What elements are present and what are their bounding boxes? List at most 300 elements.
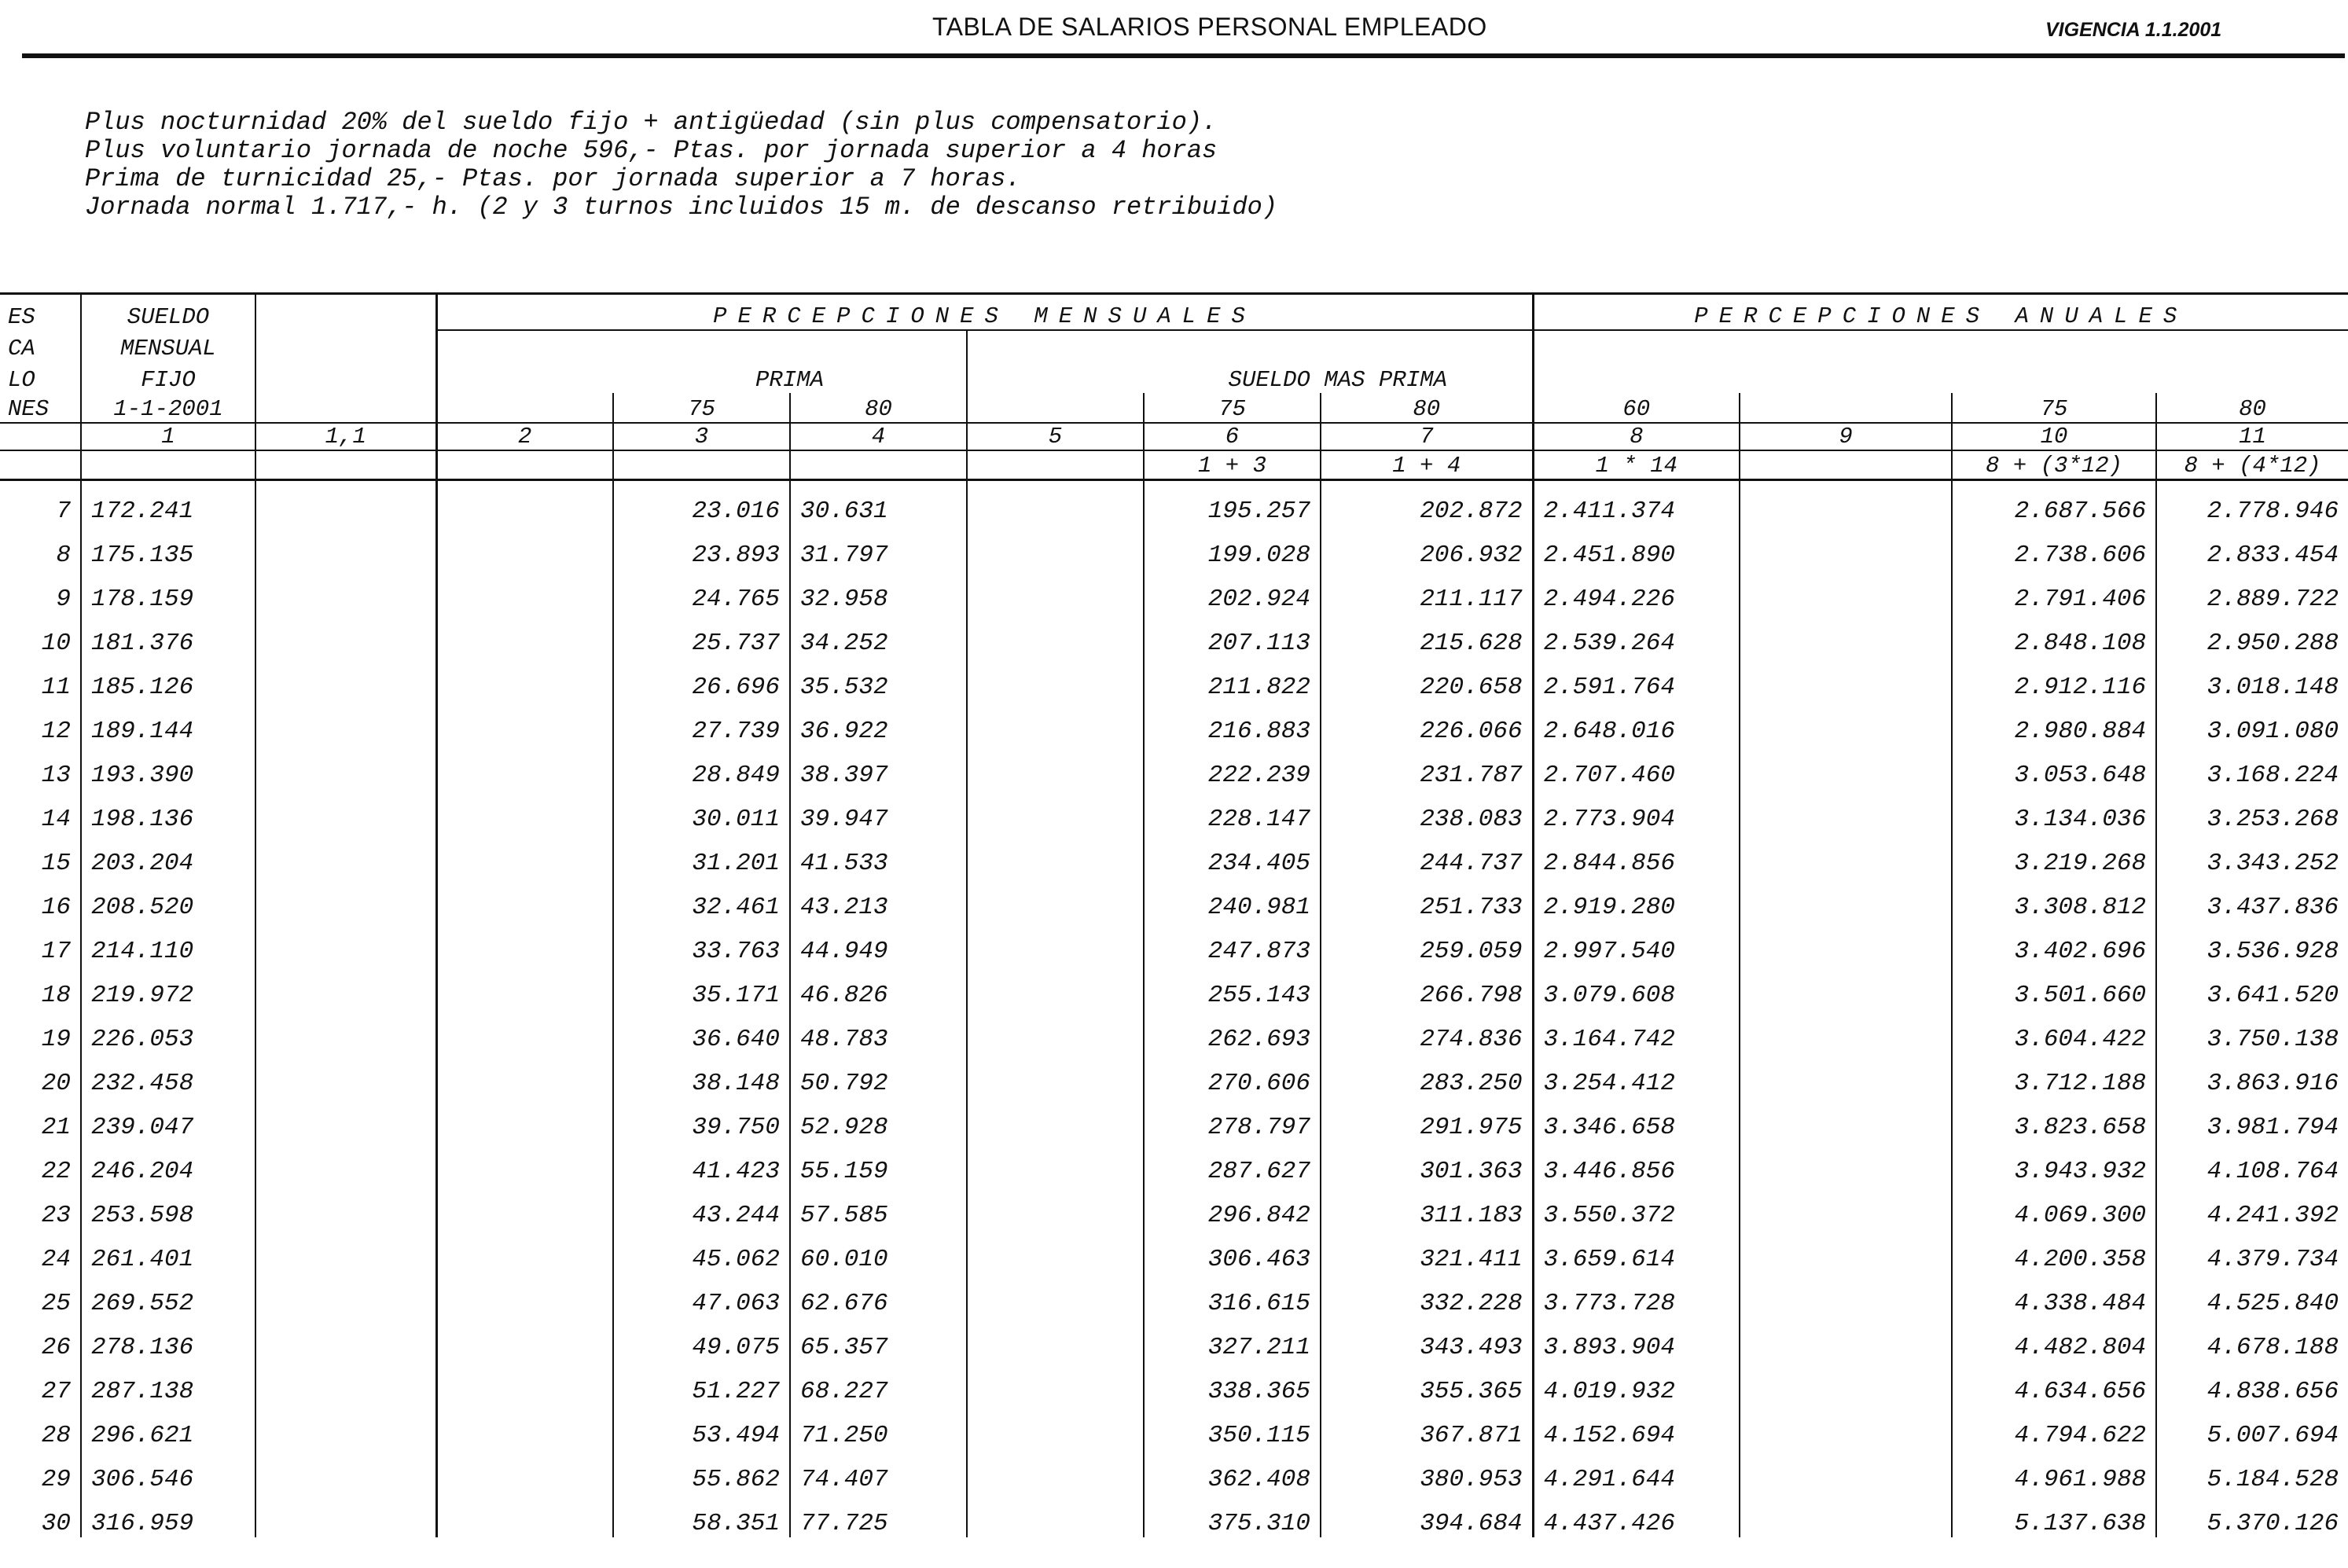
anual-80-cell [2156,1229,2348,1273]
anual-75-cell-value: 3.308.812 [2014,894,2147,921]
prima-75-cell-value: 26.696 [692,674,780,701]
anual-75-cell [1952,1141,2156,1185]
col-number [0,423,81,450]
formula-cell [0,450,81,480]
level-cell [0,745,81,789]
level-cell-value: 20 [41,1070,71,1097]
blank-header-cell [1740,393,1952,423]
anual-60-cell [1533,1317,1740,1361]
prima-80-cell [790,1185,967,1229]
prima-80-cell [790,1361,967,1405]
prima-80-cell-value: 31.797 [800,542,888,569]
anual-60-cell-value: 2.919.280 [1543,894,1675,921]
table-row [0,657,2348,701]
anual-80-cell [2156,1097,2348,1141]
anual-75-cell [1952,657,2156,701]
sueldo-prima-75-cell [1144,1317,1321,1361]
level-cell [0,569,81,613]
prima-80-cell [790,1009,967,1053]
empty-cell [255,1229,436,1273]
empty-cell [1740,1009,1952,1053]
prima-75-cell-value: 25.737 [692,630,780,657]
anual-80-cell [2156,1009,2348,1053]
level-header-line: ES [0,294,81,330]
sueldo-cell [81,745,255,789]
empty-cell [255,1361,436,1405]
empty-cell [255,1185,436,1229]
blank-header-cell [613,330,967,362]
prima-80-cell [790,569,967,613]
sueldo-prima-75-cell [1144,1405,1321,1449]
sueldo-prima-80-cell [1321,1449,1533,1493]
pct-header-sueldo-75: 75 [1144,393,1321,423]
sueldo-prima-80-cell-value: 231.787 [1420,762,1523,789]
sueldo-cell [81,569,255,613]
prima-75-cell [613,701,790,745]
empty-cell [255,833,436,877]
anual-60-cell [1533,877,1740,921]
empty-cell [967,1141,1144,1185]
sueldo-cell [81,921,255,965]
anual-60-cell-value: 3.893.904 [1543,1334,1675,1361]
blank-header-cell [436,393,613,423]
sueldo-prima-75-cell-value: 306.463 [1207,1246,1310,1273]
prima-75-cell [613,789,790,833]
pct-header-prima-80: 80 [790,393,967,423]
sueldo-prima-75-cell-value: 262.693 [1207,1026,1310,1053]
prima-75-cell [613,1405,790,1449]
anual-80-cell [2156,965,2348,1009]
anual-75-cell-value: 2.848.108 [2014,630,2147,657]
anual-60-cell [1533,657,1740,701]
prima-80-cell-value: 36.922 [800,718,888,745]
empty-cell [436,921,613,965]
prima-80-cell [790,745,967,789]
table-row [0,1361,2348,1405]
anual-60-cell-value: 4.291.644 [1543,1466,1675,1493]
anual-75-cell-value: 5.137.638 [2014,1510,2147,1537]
formula-cell [790,450,967,480]
sueldo-cell [81,789,255,833]
empty-cell [1740,1185,1952,1229]
table-row [0,525,2348,569]
sueldo-prima-80-cell [1321,701,1533,745]
level-cell [0,965,81,1009]
anual-75-cell [1952,833,2156,877]
anual-75-cell [1952,745,2156,789]
sueldo-prima-75-cell-value: 327.211 [1207,1334,1310,1361]
sueldo-cell-value: 253.598 [91,1202,194,1229]
sueldo-cell [81,1185,255,1229]
sueldo-prima-75-cell [1144,1053,1321,1097]
empty-cell [436,1361,613,1405]
prima-80-cell-value: 44.949 [800,938,888,965]
prima-75-cell-value: 53.494 [692,1422,780,1449]
anual-60-cell-value: 2.844.856 [1543,850,1675,877]
blank-header-cell [255,294,436,330]
sueldo-prima-75-cell [1144,789,1321,833]
anual-80-cell-value: 3.750.138 [2207,1026,2339,1053]
table-row [0,1317,2348,1361]
sueldo-prima-75-cell-value: 234.405 [1207,850,1310,877]
prima-75-cell [613,525,790,569]
anual-60-cell [1533,1185,1740,1229]
blank-header-cell [255,362,436,393]
sueldo-prima-80-cell-value: 301.363 [1420,1158,1523,1185]
empty-cell [967,569,1144,613]
pct-header-anual-80: 80 [2156,393,2348,423]
level-cell [0,613,81,657]
level-cell [0,877,81,921]
col-number: 6 [1144,423,1321,450]
table-row [0,1009,2348,1053]
empty-cell [967,965,1144,1009]
sueldo-cell-value: 226.053 [91,1026,194,1053]
sueldo-prima-75-cell [1144,833,1321,877]
empty-cell [436,789,613,833]
note-line: Plus nocturnidad 20% del sueldo fijo + antigüedad (sin plus compensatorio). [85,108,1218,137]
sueldo-cell-value: 208.520 [91,894,194,921]
empty-cell [967,1185,1144,1229]
sueldo-prima-75-cell [1144,1449,1321,1493]
anual-80-cell-value: 2.833.454 [2207,542,2339,569]
anual-60-cell-value: 2.411.374 [1543,498,1675,525]
anual-80-cell-value: 3.641.520 [2207,982,2339,1009]
sueldo-prima-80-cell-value: 220.658 [1420,674,1523,701]
empty-cell [255,613,436,657]
anual-80-cell-value: 3.168.224 [2207,762,2339,789]
table-row [0,1053,2348,1097]
level-cell-value: 15 [41,850,71,877]
prima-75-cell-value: 39.750 [692,1114,780,1141]
anual-75-cell-value: 4.338.484 [2014,1290,2147,1317]
sueldo-prima-80-cell [1321,1097,1533,1141]
table-row [0,1405,2348,1449]
sueldo-cell-value: 232.458 [91,1070,194,1097]
sueldo-cell [81,613,255,657]
prima-80-cell-value: 68.227 [800,1378,888,1405]
prima-75-cell [613,1273,790,1317]
anual-60-cell [1533,1229,1740,1273]
anual-80-cell-value: 3.536.928 [2207,938,2339,965]
sueldo-prima-75-cell [1144,1097,1321,1141]
prima-80-cell-value: 57.585 [800,1202,888,1229]
anual-75-cell-value: 4.794.622 [2014,1422,2147,1449]
anual-80-cell-value: 3.437.836 [2207,894,2339,921]
sueldo-cell [81,525,255,569]
formula-cell [255,450,436,480]
anual-80-cell [2156,569,2348,613]
level-cell-value: 7 [56,498,71,525]
anual-80-cell-value: 3.981.794 [2207,1114,2339,1141]
anual-60-cell-value: 3.659.614 [1543,1246,1675,1273]
prima-80-cell-value: 77.725 [800,1510,888,1537]
empty-cell [436,657,613,701]
level-cell-value: 24 [41,1246,71,1273]
anual-60-cell-value: 2.773.904 [1543,806,1675,833]
empty-cell [1740,657,1952,701]
anual-60-cell [1533,525,1740,569]
level-cell-value: 18 [41,982,71,1009]
anual-75-cell [1952,525,2156,569]
anual-75-cell-value: 2.738.606 [2014,542,2147,569]
prima-80-cell-value: 39.947 [800,806,888,833]
prima-80-cell-value: 55.159 [800,1158,888,1185]
anual-60-cell-value: 3.254.412 [1543,1070,1675,1097]
level-cell [0,1449,81,1493]
anual-60-cell [1533,1273,1740,1317]
empty-cell [967,1009,1144,1053]
anual-60-cell-value: 3.164.742 [1543,1026,1675,1053]
sueldo-cell [81,1229,255,1273]
empty-cell [436,613,613,657]
empty-cell [436,1405,613,1449]
empty-cell [1740,1405,1952,1449]
sueldo-prima-80-cell-value: 283.250 [1420,1070,1523,1097]
anual-80-cell [2156,833,2348,877]
level-cell [0,1229,81,1273]
sueldo-prima-80-cell [1321,525,1533,569]
level-cell-value: 9 [56,586,71,613]
anual-60-cell-value: 2.707.460 [1543,762,1675,789]
sueldo-prima-75-cell [1144,921,1321,965]
empty-cell [255,965,436,1009]
prima-80-cell-value: 43.213 [800,894,888,921]
empty-cell [255,525,436,569]
anual-60-cell-value: 3.773.728 [1543,1290,1675,1317]
empty-cell [967,613,1144,657]
sueldo-prima-75-cell-value: 255.143 [1207,982,1310,1009]
anual-75-cell-value: 2.980.884 [2014,718,2147,745]
prima-75-cell [613,1317,790,1361]
level-cell-value: 12 [41,718,71,745]
table-row [0,1229,2348,1273]
anual-60-cell-value: 2.494.226 [1543,586,1675,613]
prima-75-cell [613,1141,790,1185]
prima-80-cell [790,1229,967,1273]
group-header-anuales: PERCEPCIONES ANUALES [1533,294,2348,330]
anual-75-cell [1952,480,2156,526]
level-cell [0,1361,81,1405]
sueldo-prima-75-cell-value: 316.615 [1207,1290,1310,1317]
note-line: Plus voluntario jornada de noche 596,- Ptas. por jornada superior a 4 horas [85,136,1218,165]
sueldo-prima-75-cell [1144,745,1321,789]
sueldo-prima-80-cell-value: 226.066 [1420,718,1523,745]
table-header [0,294,2348,480]
anual-75-cell-value: 2.791.406 [2014,586,2147,613]
sueldo-cell-value: 193.390 [91,762,194,789]
anual-60-cell-value: 3.346.658 [1543,1114,1675,1141]
anual-75-cell-value: 3.219.268 [2014,850,2147,877]
prima-75-cell-value: 30.011 [692,806,780,833]
level-cell-value: 13 [41,762,71,789]
prima-80-cell [790,877,967,921]
sueldo-prima-75-cell [1144,1229,1321,1273]
anual-60-cell-value: 3.446.856 [1543,1158,1675,1185]
col-number: 4 [790,423,967,450]
empty-cell [1740,921,1952,965]
sueldo-prima-75-cell-value: 207.113 [1207,630,1310,657]
sueldo-cell-value: 261.401 [91,1246,194,1273]
blank-header-cell [1533,330,1740,362]
formula-cell [613,450,790,480]
empty-cell [255,1405,436,1449]
note-line: Prima de turnicidad 25,- Ptas. por jornada superior a 7 horas. [85,164,1021,193]
anual-75-cell [1952,1361,2156,1405]
sueldo-prima-80-cell-value: 321.411 [1420,1246,1523,1273]
prima-75-cell [613,1493,790,1537]
sueldo-prima-75-cell-value: 240.981 [1207,894,1310,921]
prima-80-cell-value: 71.250 [800,1422,888,1449]
col-number: 7 [1321,423,1533,450]
prima-80-cell-value: 38.397 [800,762,888,789]
empty-cell [436,569,613,613]
level-cell-value: 27 [41,1378,71,1405]
anual-75-cell-value: 3.501.660 [2014,982,2147,1009]
prima-80-cell [790,789,967,833]
prima-80-cell [790,833,967,877]
empty-cell [967,525,1144,569]
prima-75-cell-value: 47.063 [692,1290,780,1317]
anual-75-cell [1952,1009,2156,1053]
sueldo-cell [81,1009,255,1053]
sueldo-prima-80-cell [1321,789,1533,833]
level-cell-value: 16 [41,894,71,921]
sueldo-prima-80-cell-value: 380.953 [1420,1466,1523,1493]
col-number: 11 [2156,423,2348,450]
sueldo-prima-80-cell-value: 238.083 [1420,806,1523,833]
prima-75-cell [613,480,790,526]
empty-cell [255,1449,436,1493]
sueldo-cell-value: 219.972 [91,982,194,1009]
level-cell-value: 17 [41,938,71,965]
sueldo-prima-80-cell [1321,1405,1533,1449]
empty-cell [1740,1053,1952,1097]
anual-80-cell-value: 4.838.656 [2207,1378,2339,1405]
prima-80-cell [790,525,967,569]
anual-80-cell-value: 4.678.188 [2207,1334,2339,1361]
table-row [0,789,2348,833]
empty-cell [436,1053,613,1097]
prima-75-cell [613,877,790,921]
sueldo-prima-80-cell-value: 259.059 [1420,938,1523,965]
col-number: 8 [1533,423,1740,450]
blank-header-cell [255,330,436,362]
empty-cell [1740,789,1952,833]
col-number: 1 [81,423,255,450]
prima-75-cell-value: 45.062 [692,1246,780,1273]
prima-75-cell-value: 32.461 [692,894,780,921]
prima-75-cell-value: 38.148 [692,1070,780,1097]
empty-cell [967,1449,1144,1493]
anual-75-cell-value: 2.687.566 [2014,498,2147,525]
anual-80-cell [2156,1273,2348,1317]
sueldo-cell [81,480,255,526]
empty-cell [967,1361,1144,1405]
sueldo-prima-75-cell-value: 296.842 [1207,1202,1310,1229]
level-cell [0,1009,81,1053]
anual-75-cell [1952,1053,2156,1097]
anual-75-cell [1952,1273,2156,1317]
sueldo-prima-75-cell-value: 270.606 [1207,1070,1310,1097]
sueldo-prima-80-cell [1321,1493,1533,1537]
sueldo-cell-value: 172.241 [91,498,194,525]
prima-80-cell-value: 52.928 [800,1114,888,1141]
sueldo-prima-80-cell-value: 355.365 [1420,1378,1523,1405]
sueldo-prima-75-cell-value: 362.408 [1207,1466,1310,1493]
sueldo-cell [81,1493,255,1537]
pct-header-anual-75: 75 [1952,393,2156,423]
sueldo-prima-80-cell-value: 291.975 [1420,1114,1523,1141]
prima-75-cell-value: 23.016 [692,498,780,525]
sueldo-prima-75-cell [1144,701,1321,745]
sueldo-header-line: MENSUAL [81,330,255,362]
prima-80-cell [790,1141,967,1185]
table-row [0,833,2348,877]
formula-cell [436,450,613,480]
prima-80-cell-value: 41.533 [800,850,888,877]
sueldo-cell [81,833,255,877]
prima-80-cell [790,965,967,1009]
group-header-mensuales: PERCEPCIONES MENSUALES [436,294,1533,330]
anual-80-cell [2156,1053,2348,1097]
anual-60-cell-value: 4.437.426 [1543,1510,1675,1537]
level-cell [0,789,81,833]
empty-cell [1740,701,1952,745]
empty-cell [967,1317,1144,1361]
empty-cell [436,1273,613,1317]
empty-cell [1740,1097,1952,1141]
sueldo-prima-75-cell-value: 228.147 [1207,806,1310,833]
sueldo-cell [81,1361,255,1405]
sueldo-prima-80-cell [1321,833,1533,877]
level-cell-value: 10 [41,630,71,657]
level-cell-value: 22 [41,1158,71,1185]
empty-cell [255,480,436,526]
sueldo-mas-prima-header: SUELDO MAS PRIMA [1228,366,1447,393]
empty-cell [255,1141,436,1185]
prima-75-cell-value: 35.171 [692,982,780,1009]
sueldo-prima-75-cell [1144,1185,1321,1229]
level-cell [0,1097,81,1141]
sueldo-prima-75-cell [1144,480,1321,526]
sueldo-prima-75-cell-value: 222.239 [1207,762,1310,789]
anual-80-cell [2156,1405,2348,1449]
anual-75-cell-value: 4.069.300 [2014,1202,2147,1229]
empty-cell [1740,1229,1952,1273]
anual-60-cell [1533,1097,1740,1141]
prima-80-cell-value: 46.826 [800,982,888,1009]
sueldo-prima-75-cell-value: 278.797 [1207,1114,1310,1141]
empty-cell [255,1317,436,1361]
sueldo-prima-75-cell-value: 202.924 [1207,586,1310,613]
level-cell [0,1317,81,1361]
blank-header-cell [967,330,1144,362]
level-cell [0,1493,81,1537]
anual-60-cell-value: 4.152.694 [1543,1422,1675,1449]
anual-80-cell [2156,1361,2348,1405]
sueldo-prima-80-cell-value: 311.183 [1420,1202,1523,1229]
empty-cell [967,1229,1144,1273]
empty-cell [436,701,613,745]
empty-cell [967,789,1144,833]
level-cell [0,1185,81,1229]
empty-cell [1740,569,1952,613]
empty-cell [255,1053,436,1097]
sueldo-cell-value: 189.144 [91,718,194,745]
anual-75-cell [1952,1493,2156,1537]
pct-header-anual-60: 60 [1533,393,1740,423]
